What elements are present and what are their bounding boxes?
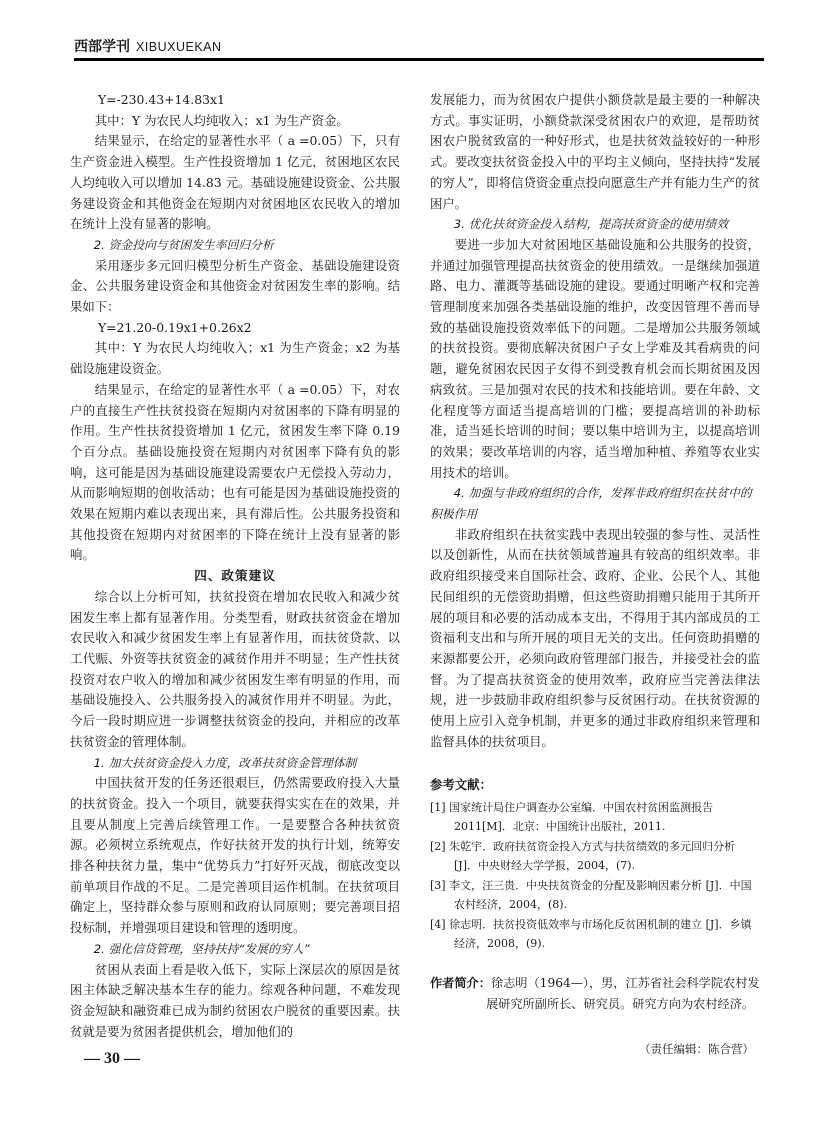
paragraph: 中国扶贫开发的任务还很艰巨，仍然需要政府投入大量的扶贫资金。投入一个项目，就要获得实实在在的效果，并且要从制度上完善后续管理工作。一是要整合各种扶贫资源。必须树立系统观点，作好扶贫开发的执行计划，统筹安排各种扶贫力量，集中“优势兵力”打好歼灭战，彻底改变以前单项目作战的不足。二是完善项目运作机制。在扶贫项目确定上，坚持群众参与原则和政府认同原则；要完善项目招投标制，并增强项目建设和管理的透明度。 <box>70 775 400 936</box>
journal-name <box>74 36 222 56</box>
paragraph: 非政府组织在扶贫实践中表现出较强的参与性、灵活性以及创新性，从而在扶贫领域普遍具有较高的组织效率。非政府组织接受来自国际社会、政府、企业、公民个人、其他民间组织的无偿资助捐赠，但这些资助捐赠只能用于其所开展的项目和必要的活动成本支出，不得用于其内部成员的工资福利支出和与所开展的项目无关的支出。任何资助捐赠的来源都要公开，必须向政府管理部门报告，并接受社会的监督。为了提高扶贫资金的使用效率，政府应当完善法律法规，进一步鼓励非政府组织参与反贫困行动。在扶贫资源的使用上应引入竞争机制，并更多的通过非政府组织来管理和监督具体的扶贫项目。 <box>430 526 760 749</box>
reference-item: [4] 徐志明．扶贫投资低效率与市场化反贫困机制的建立 [J]．乡镇经济，2008，(9). <box>430 918 752 950</box>
references-list <box>430 799 760 953</box>
paragraph: 其中：Y 为农民人均纯收入；x1 为生产资金；x2 为基础设施建设资金。 <box>70 340 400 377</box>
paragraph: 采用逐步多元回归模型分析生产资金、基础设施建设资金、公共服务建设资金和其他资金对贫困发生率的影响。结果如下： <box>70 257 400 315</box>
paragraph: 贫困从表面上看是收入低下，实际上深层次的原因是贫困主体缺乏解决基本生存的能力。综观各种问题，不难发现资金短缺和融资难已成为制约贫困农户脱贫的重要因素。扶贫就是要为贫困者提供机会，增加他们的 <box>70 961 400 1039</box>
paragraph: 发展能力，而为贫困农户提供小额贷款是最主要的一种解决方式。事实证明，小额贷款深受贫困农户的欢迎，是帮助贫困农户脱贫致富的一种好形式，也是扶贫效益较好的一种形式。要改变扶贫资金投入中的平均主义倾向，坚持扶持“发展的穷人”，即将信贷资金重点投向愿意生产并有能力生产的贫困户。 <box>430 92 760 211</box>
author-text: 徐志明（1964—），男，江苏省社会科学院农村发展研究所副所长、研究员。研究方向为农村经济。 <box>486 976 760 1012</box>
subsection-heading: 4. 加强与非政府组织的合作，发挥非政府组织在扶贫中的积极作用 <box>430 486 752 522</box>
regression-formula: Y=-230.43+14.83x1 <box>98 92 225 107</box>
paragraph: 结果显示，在给定的显著性水平（ a =0.05）下，只有生产资金进入模型。生产性投资增加 1 亿元，贫困地区农民人均纯收入可以增加 14.83 元。基础设施建设资金、公共服务建设资金和其他资金在短期内对贫困地区农民收入的增加在统计上没有显著的影响。 <box>70 133 400 232</box>
paragraph: 综合以上分析可知，扶贫投资在增加农民收入和减少贫困发生率上都有显著作用。分类型看，财政扶贫资金在增加农民收入和减少贫困发生率上有显著作用，而扶贫贷款、以工代赈、外资等扶贫资金的减贫作用并不明显；生产性扶贫投资对农户收入的增加和减少贫困发生率有明显的作用，而基础设施投入、公共服务投入的减贫作用并不明显。为此，今后一段时期应进一步调整扶贫资金的投向，并相应的改革扶贫资金的管理体制。 <box>70 588 400 749</box>
paragraph: 结果显示，在给定的显著性水平（ a =0.05）下，对农户的直接生产性扶贫投资在短期内对贫困率的下降有明显的作用。生产性扶贫投资增加 1 亿元，贫困发生率下降 0.19 个百分点。基础设施投资在短期内对贫困率下降有负的影响，这可能是因为基础设施建设需要农户无偿投入劳动力，从而影响短期的创收活动；也有可能是因为基础设施投资的效果在短期内难以表现出来，具有滞后性。公共服务投资和其他投资在短期内对贫困率的下降在统计上没有显著的影响。 <box>70 381 400 563</box>
references-heading: 参考文献： <box>430 776 492 792</box>
right-body <box>430 90 760 753</box>
subsection-heading: 2. 强化信贷管理，坚持扶持“发展的穷人” <box>93 941 310 956</box>
paragraph: 其中：Y 为农民人均纯收入；x1 为生产资金。 <box>94 112 349 128</box>
reference-item: [3] 李文，汪三贵．中央扶贫资金的分配及影响因素分析 [J]．中国农村经济，2004，(8). <box>430 879 752 911</box>
editor-note: （责任编辑：陈合营） <box>639 1042 754 1057</box>
journal-title: 西部学刊 <box>74 39 130 55</box>
author-info <box>430 973 760 1015</box>
page-number: — 30 — <box>84 1050 140 1067</box>
reference-item: [1] 国家统计局住户调查办公室编．中国农村贫困监测报告 2011[M]．北京：中国统计出版社，2011. <box>430 801 714 833</box>
header-rule <box>74 58 764 61</box>
subsection-heading: 3. 优化扶贫资金投入结构，提高扶贫资金的使用绩效 <box>453 217 729 232</box>
journal-pinyin: XIBUXUEKAN <box>136 40 222 54</box>
page-header <box>74 28 764 62</box>
reference-item: [2] 朱乾宇．政府扶贫资金投入方式与扶贫绩效的多元回归分析 [J]．中央财经大学学报，2004，(7). <box>430 840 736 872</box>
left-column <box>70 90 400 1042</box>
subsection-heading: 1. 加大扶贫资金投入力度，改革扶贫资金管理体制 <box>93 755 357 770</box>
author-label: 作者简介： <box>430 976 491 991</box>
subsection-heading: 2. 资金投向与贫困发生率回归分析 <box>93 237 274 252</box>
section-heading: 四、政策建议 <box>194 568 276 584</box>
paragraph: 要进一步加大对贫困地区基础设施和公共服务的投资，并通过加强管理提高扶贫资金的使用绩效。一是继续加强道路、电力、灌溉等基础设施的建设。要通过明晰产权和完善管理制度来加强各类基础设施的维护，改变因管理不善而导致的基础设施投资效率低下的问题。二是增加公共服务领域的扶贫投资。要彻底解决贫困户子女上学难及其看病贵的问题，避免贫困农民因子女得不到受教育机会而长期贫困及因病致贫。三是加强对农民的技术和技能培训。要在年龄、文化程度等方面适当提高培训的门槛；要提高培训的补助标准，适当延长培训的时间；要以集中培训为主，以提高培训的效果；要改革培训的内容，适当增加种植、养殖等农业实用技术的培训。 <box>430 236 760 480</box>
right-column <box>430 90 760 1060</box>
regression-formula: Y=21.20-0.19x1+0.26x2 <box>98 319 252 335</box>
